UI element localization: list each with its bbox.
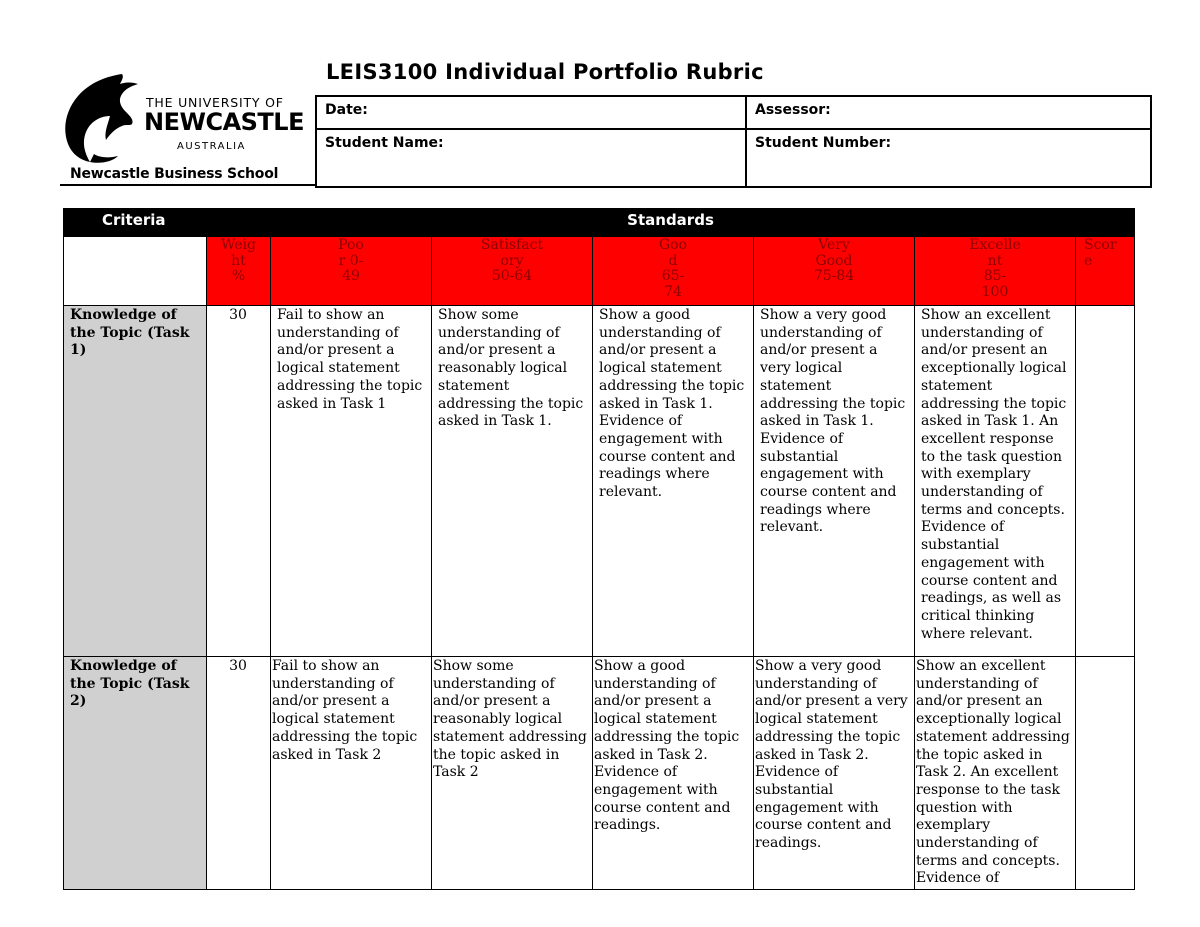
student-name-field[interactable]: Student Name: [316,129,746,187]
weight-cell: 30 [207,306,271,657]
table-row [64,657,1135,890]
satisfactory-descriptor: Show some understanding of and/or present a reasonably logical statement addressing the topic asked in Task 1. [432,306,593,657]
poor-descriptor: Fail to show an understanding of and/or present a logical statement addressing the topic asked in Task 2 [271,657,432,890]
satisfactory-descriptor: Show some understanding of and/or present a reasonably logical statement addressing the topic asked in Task 2 [432,657,593,890]
score-cell[interactable] [1076,306,1135,657]
poor-descriptor: Fail to show an understanding of and/or present a logical statement addressing the topic asked in Task 1 [271,306,432,657]
grade-band-header-row [64,237,1135,306]
good-descriptor: Show a good understanding of and/or present a logical statement addressing the topic asked in Task 2. Evidence of engagement with course content and readings. [593,657,754,890]
criterion-cell: Knowledge of the Topic (Task 2) [64,657,207,890]
header-blank-cell [64,237,207,306]
very-good-descriptor: Show a very good understanding of and/or present a very logical statement addressing the topic asked in Task 1. Evidence of substantial engagement with course content and readings where relevant. [754,306,915,657]
university-name-line2: NEWCASTLE [144,108,304,136]
very-good-descriptor: Show a very good understanding of and/or present a very logical statement addressing the topic asked in Task 2. Evidence of substantial engagement with course content and readings. [754,657,915,890]
school-divider [60,184,315,186]
table-row [64,306,1135,657]
excellent-descriptor: Show an excellent understanding of and/or present an exceptionally logical statement addressing the topic asked in Task 1. An excellent response to the task question with exemplary understanding of terms and concepts. Evidence of substantial engagement with course content and readings, as well as critical thinking where relevant. [915,306,1076,657]
score-column-header: Scor e [1076,237,1135,306]
poor-column-header: Poo r 0- 49 [271,237,432,306]
good-column-header: Goo d 65- 74 [593,237,754,306]
standards-header: Standards [207,209,1135,237]
satisfactory-column-header: Satisfact ory 50-64 [432,237,593,306]
assessment-info-table [315,95,1152,188]
weight-column-header: Weig ht % [207,237,271,306]
score-cell[interactable] [1076,657,1135,890]
school-name: Newcastle Business School [70,166,279,182]
excellent-column-header: Excelle nt 85- 100 [915,237,1076,306]
very-good-column-header: Very Good 75-84 [754,237,915,306]
excellent-descriptor: Show an excellent understanding of and/or present an exceptionally logical statement addressing the topic asked in Task 2. An excellent response to the task question with exemplary understanding of terms and concepts. Evidence of [915,657,1076,890]
university-name-line3: AUSTRALIA [177,141,246,152]
criterion-cell: Knowledge of the Topic (Task 1) [64,306,207,657]
assessor-field[interactable]: Assessor: [746,96,1151,129]
university-name-line1: THE UNIVERSITY OF [146,95,284,110]
rubric-table [63,208,1135,890]
document-title: LEIS3100 Individual Portfolio Rubric [326,60,764,84]
date-field[interactable]: Date: [316,96,746,129]
rubric-header-bar [64,209,1135,237]
student-number-field[interactable]: Student Number: [746,129,1151,187]
good-descriptor: Show a good understanding of and/or present a logical statement addressing the topic asked in Task 1. Evidence of engagement with course content and readings where relevant. [593,306,754,657]
criteria-header: Criteria [64,209,207,237]
weight-cell: 30 [207,657,271,890]
